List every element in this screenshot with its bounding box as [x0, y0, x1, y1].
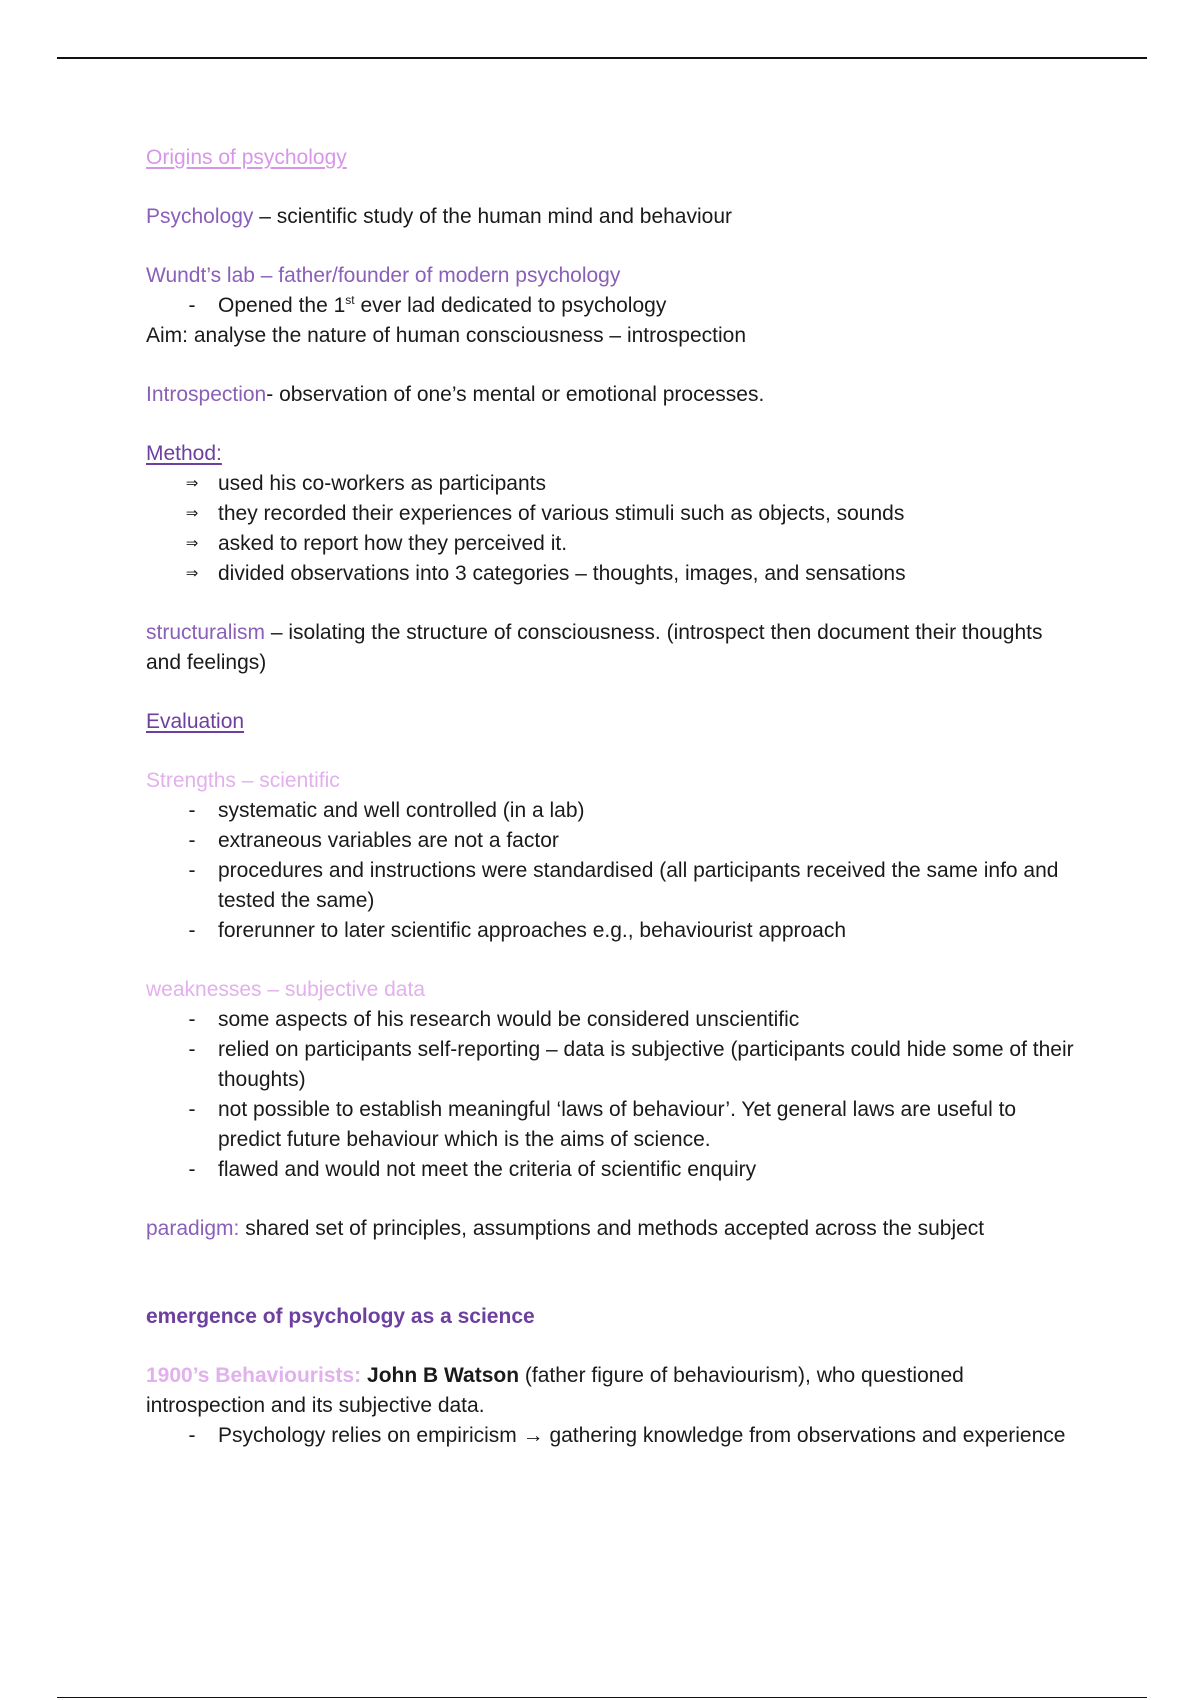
list-item — [146, 1005, 1076, 1035]
wundt-bullet-post: ever lad dedicated to psychology — [354, 294, 667, 317]
list-item — [146, 559, 1076, 589]
wundt-bullet-sup: st — [345, 293, 355, 307]
introspection-term: Introspection — [146, 383, 267, 406]
dash-bullet: - — [188, 829, 196, 852]
wundt-bullet-pre: Opened the 1 — [218, 294, 346, 317]
top-rule — [57, 57, 1147, 59]
introspection-definition — [146, 380, 1076, 410]
list-item — [146, 291, 1076, 321]
strength-item-text: extraneous variables are not a factor — [218, 829, 559, 852]
structuralism-def: – isolating the structure of consciousness. (introspect then document their thoughts and feelings) — [146, 621, 1043, 674]
double-arrow-icon: ⇒ — [185, 475, 199, 492]
empiricism-post: gathering knowledge from observations and experience — [543, 1424, 1066, 1447]
weakness-item-text: not possible to establish meaningful ‘laws of behaviour’. Yet general laws are useful to predict future behaviour which is the aims of science. — [218, 1098, 1017, 1151]
list-item — [146, 1095, 1076, 1155]
list-item — [146, 469, 1076, 499]
psychology-def: – scientific study of the human mind and behaviour — [253, 205, 733, 228]
dash-bullet: - — [188, 1008, 196, 1031]
weakness-item-text: relied on participants self-reporting – data is subjective (participants could hide some of their thoughts) — [218, 1038, 1074, 1091]
method-list — [146, 469, 1076, 589]
list-item — [146, 1155, 1076, 1185]
double-arrow-icon: ⇒ — [185, 535, 199, 552]
evaluation-heading — [146, 707, 1076, 737]
dash-bullet: - — [188, 1098, 196, 1121]
dash-bullet: - — [188, 859, 196, 882]
paradigm-def: shared set of principles, assumptions and methods accepted across the subject — [239, 1217, 985, 1240]
dash-bullet: - — [188, 1158, 196, 1181]
wundt-heading: Wundt’s lab – father/founder of modern psychology — [146, 264, 621, 287]
behaviourists-rest: (father figure of behaviourism), who questioned introspection and its subjective data. — [146, 1364, 964, 1417]
paradigm-definition — [146, 1214, 1076, 1244]
dash-bullet: - — [188, 1038, 196, 1061]
double-arrow-icon: ⇒ — [185, 565, 199, 582]
psychology-definition — [146, 202, 1076, 232]
strengths-list — [146, 796, 1076, 946]
structuralism-term: structuralism — [146, 621, 266, 644]
introspection-def: - observation of one’s mental or emotional processes. — [266, 383, 765, 406]
origins-heading-text: Origins of psychology — [146, 146, 347, 169]
dash-bullet: - — [188, 799, 196, 822]
method-heading — [146, 439, 1076, 469]
strength-item-text: forerunner to later scientific approaches e.g., behaviourist approach — [218, 919, 847, 942]
strength-item-text: procedures and instructions were standardised (all participants received the same info and tested the same) — [218, 859, 1059, 912]
dash-bullet: - — [188, 919, 196, 942]
list-item — [146, 499, 1076, 529]
double-arrow-icon: ⇒ — [185, 505, 199, 522]
weakness-item-text: flawed and would not meet the criteria of scientific enquiry — [218, 1158, 757, 1181]
weaknesses-list — [146, 1005, 1076, 1185]
emergence-heading: emergence of psychology as a science — [146, 1305, 535, 1328]
dash-bullet: - — [188, 1424, 196, 1447]
psychology-term: Psychology — [146, 205, 254, 228]
strengths-heading: Strengths – scientific — [146, 769, 340, 792]
wundt-aim: Aim: analyse the nature of human consciousness – introspection — [146, 324, 747, 347]
list-item — [146, 916, 1076, 946]
weaknesses-heading: weaknesses – subjective data — [146, 978, 425, 1001]
method-item-text: they recorded their experiences of various stimuli such as objects, sounds — [218, 502, 905, 525]
method-item-text: divided observations into 3 categories – thoughts, images, and sensations — [218, 562, 906, 585]
list-item — [146, 826, 1076, 856]
list-item — [146, 856, 1076, 916]
strength-item-text: systematic and well controlled (in a lab) — [218, 799, 585, 822]
dash-bullet: - — [188, 294, 196, 317]
paradigm-term: paradigm: — [146, 1217, 240, 1240]
behaviourists-paragraph — [146, 1361, 1076, 1421]
emergence-list — [146, 1421, 1076, 1451]
method-item-text: used his co-workers as participants — [218, 472, 546, 495]
list-item — [146, 1035, 1076, 1095]
behaviourists-label: 1900’s Behaviourists: — [146, 1364, 362, 1387]
empiricism-pre: Psychology relies on empiricism — [218, 1424, 523, 1447]
weakness-item-text: some aspects of his research would be considered unscientific — [218, 1008, 800, 1031]
structuralism-definition — [146, 618, 1076, 678]
document-body — [146, 143, 1076, 1451]
list-item — [146, 796, 1076, 826]
evaluation-heading-text: Evaluation — [146, 710, 245, 733]
bottom-rule — [57, 1697, 1147, 1698]
list-item — [146, 1421, 1076, 1451]
right-arrow-icon: → — [522, 1424, 544, 1447]
wundt-list — [146, 291, 1076, 321]
method-heading-text: Method: — [146, 442, 222, 465]
list-item — [146, 529, 1076, 559]
origins-heading — [146, 143, 1076, 173]
watson-name: John B Watson — [367, 1364, 520, 1387]
method-item-text: asked to report how they perceived it. — [218, 532, 568, 555]
